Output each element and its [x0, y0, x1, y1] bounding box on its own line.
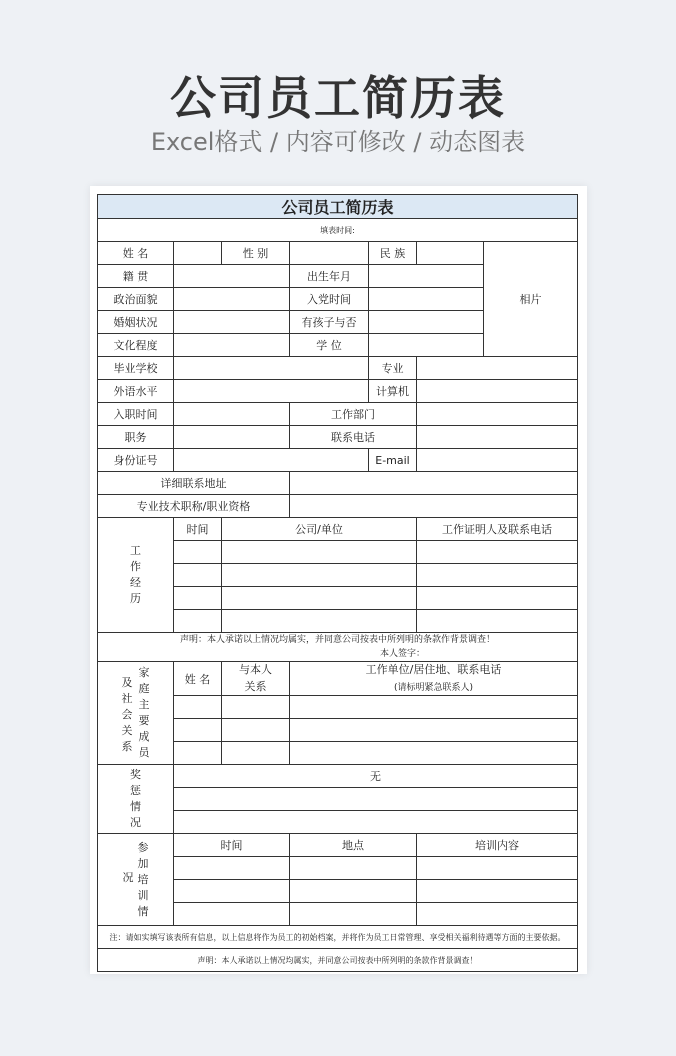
id-number-field[interactable]: [174, 449, 369, 472]
family-work-field[interactable]: [290, 719, 578, 742]
work-col-time: 时间: [174, 518, 222, 541]
ethnicity-field[interactable]: [417, 242, 484, 265]
training-time-field[interactable]: [174, 903, 290, 926]
phone-label: 联系电话: [290, 426, 417, 449]
family-col-work: 工作单位/居住地、联系电话 (请标明紧急联系人): [290, 662, 578, 696]
family-work-field[interactable]: [290, 696, 578, 719]
major-label: 专业: [369, 357, 417, 380]
training-place-field[interactable]: [290, 880, 417, 903]
training-time-field[interactable]: [174, 857, 290, 880]
political-label: 政治面貌: [98, 288, 174, 311]
rewards-field[interactable]: [174, 788, 578, 811]
page-subtitle: Excel格式 / 内容可修改 / 动态图表: [150, 128, 526, 156]
education-label: 文化程度: [98, 334, 174, 357]
declaration-text: 声明：本人承诺以上情况均属实，并同意公司按表中所列明的条款作背景调查！: [180, 635, 496, 645]
family-label: 及 社 会 关 系 家 庭 主 要 成 员: [98, 662, 174, 765]
computer-label: 计算机: [369, 380, 417, 403]
hire-date-field[interactable]: [174, 403, 290, 426]
work-reference-field[interactable]: [417, 564, 578, 587]
family-relation-field[interactable]: [222, 742, 290, 765]
family-col-name: 姓 名: [174, 662, 222, 696]
family-relation-field[interactable]: [222, 696, 290, 719]
work-col-reference: 工作证明人及联系电话: [417, 518, 578, 541]
training-col-time: 时间: [174, 834, 290, 857]
party-join-label: 入党时间: [290, 288, 369, 311]
work-reference-field[interactable]: [417, 610, 578, 633]
family-work-field[interactable]: [290, 742, 578, 765]
training-col-content: 培训内容: [417, 834, 578, 857]
title-qual-label: 专业技术职称/职业资格: [98, 495, 290, 518]
gender-label: 性 别: [222, 242, 290, 265]
signature-label: 本人签字：: [380, 649, 426, 659]
training-place-field[interactable]: [290, 903, 417, 926]
birth-label: 出生年月: [290, 265, 369, 288]
rewards-label: 奖 惩 情 况: [98, 765, 174, 834]
computer-field[interactable]: [417, 380, 578, 403]
gender-field[interactable]: [290, 242, 369, 265]
declaration-text-2: 声明：本人承诺以上情况均属实，并同意公司按表中所列明的条款作背景调查！: [98, 949, 578, 972]
work-company-field[interactable]: [222, 564, 417, 587]
family-name-field[interactable]: [174, 719, 222, 742]
name-field[interactable]: [174, 242, 222, 265]
note-text: 注：请如实填写该表所有信息，以上信息将作为员工的初始档案，并将作为员工日常管理、享受相关福利待遇等方面的主要依据。: [98, 926, 578, 949]
training-label: 况 参 加 培 训 情: [98, 834, 174, 926]
hometown-label: 籍 贯: [98, 265, 174, 288]
marital-field[interactable]: [174, 311, 290, 334]
school-label: 毕业学校: [98, 357, 174, 380]
work-reference-field[interactable]: [417, 587, 578, 610]
ethnicity-label: 民 族: [369, 242, 417, 265]
training-content-field[interactable]: [417, 857, 578, 880]
declaration-block: [98, 633, 578, 662]
family-relation-field[interactable]: [222, 719, 290, 742]
language-field[interactable]: [174, 380, 369, 403]
hometown-field[interactable]: [174, 265, 290, 288]
family-name-field[interactable]: [174, 696, 222, 719]
email-field[interactable]: [417, 449, 578, 472]
family-col-relation: 与本人 关系: [222, 662, 290, 696]
hire-date-label: 入职时间: [98, 403, 174, 426]
school-field[interactable]: [174, 357, 369, 380]
resume-form-table: [97, 194, 578, 972]
position-field[interactable]: [174, 426, 290, 449]
resume-sheet: [90, 186, 587, 974]
training-content-field[interactable]: [417, 903, 578, 926]
political-field[interactable]: [174, 288, 290, 311]
training-col-place: 地点: [290, 834, 417, 857]
work-time-field[interactable]: [174, 564, 222, 587]
title-qual-field[interactable]: [290, 495, 578, 518]
marital-label: 婚姻状况: [98, 311, 174, 334]
rewards-field[interactable]: 无: [174, 765, 578, 788]
email-label: E-mail: [369, 449, 417, 472]
rewards-field[interactable]: [174, 811, 578, 834]
education-field[interactable]: [174, 334, 290, 357]
major-field[interactable]: [417, 357, 578, 380]
fill-time-label: 填表时间:: [98, 219, 578, 242]
children-label: 有孩子与否: [290, 311, 369, 334]
work-company-field[interactable]: [222, 587, 417, 610]
department-field[interactable]: [417, 403, 578, 426]
name-label: 姓 名: [98, 242, 174, 265]
training-content-field[interactable]: [417, 880, 578, 903]
department-label: 工作部门: [290, 403, 417, 426]
form-title: 公司员工简历表: [98, 195, 578, 219]
work-company-field[interactable]: [222, 610, 417, 633]
language-label: 外语水平: [98, 380, 174, 403]
address-label: 详细联系地址: [98, 472, 290, 495]
phone-field[interactable]: [417, 426, 578, 449]
photo-box[interactable]: 相片: [484, 242, 578, 357]
children-field[interactable]: [369, 311, 484, 334]
work-history-label: 工 作 经 历: [98, 518, 174, 633]
work-reference-field[interactable]: [417, 541, 578, 564]
work-company-field[interactable]: [222, 541, 417, 564]
family-name-field[interactable]: [174, 742, 222, 765]
work-time-field[interactable]: [174, 541, 222, 564]
work-time-field[interactable]: [174, 610, 222, 633]
position-label: 职务: [98, 426, 174, 449]
degree-label: 学 位: [290, 334, 369, 357]
work-time-field[interactable]: [174, 587, 222, 610]
training-time-field[interactable]: [174, 880, 290, 903]
degree-field[interactable]: [369, 334, 484, 357]
id-number-label: 身份证号: [98, 449, 174, 472]
work-col-company: 公司/单位: [222, 518, 417, 541]
party-join-field[interactable]: [369, 288, 484, 311]
training-place-field[interactable]: [290, 857, 417, 880]
birth-field[interactable]: [369, 265, 484, 288]
address-field[interactable]: [290, 472, 578, 495]
page-title: 公司员工简历表: [170, 71, 506, 125]
